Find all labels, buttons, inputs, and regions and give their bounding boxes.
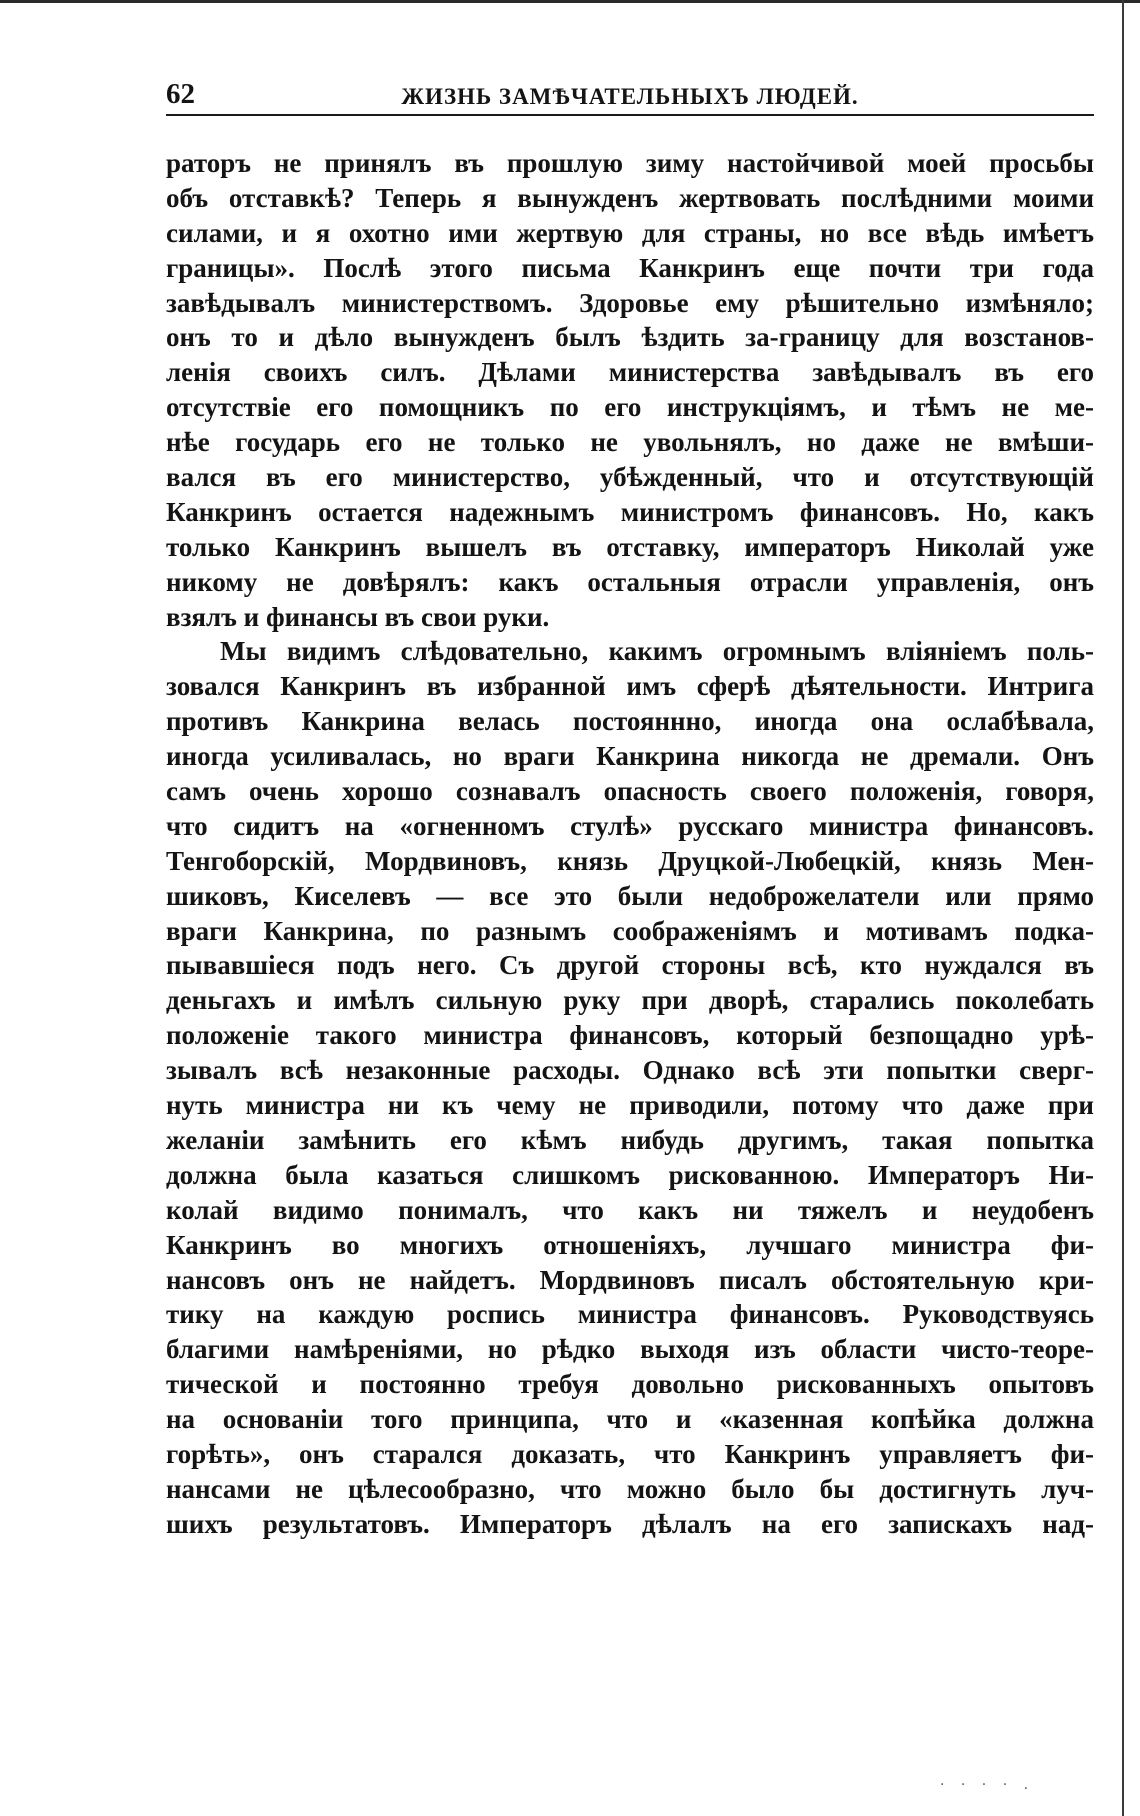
text-line: границы». Послѣ этого письма Канкринъ еще почти три года: [166, 252, 1094, 283]
page-top-edge: [0, 0, 1140, 3]
text-line: завѣдывалъ министерствомъ. Здоровье ему рѣшительно измѣняло;: [166, 287, 1094, 318]
text-line: нансовъ онъ не найдетъ. Мордвиновъ писалъ обстоятельную кри-: [166, 1264, 1094, 1295]
text-line: зывалъ всѣ незаконные расходы. Однако всѣ эти попытки сверг-: [166, 1055, 1094, 1086]
page-number: 62: [166, 78, 195, 110]
text-line: нѣе государь его не только не увольнялъ, но даже не вмѣши-: [166, 427, 1094, 458]
text-line: Канкринъ остается надежнымъ министромъ финансовъ. Но, какъ: [166, 496, 1094, 527]
text-line: онъ то и дѣло вынужденъ былъ ѣздить за-границу для возстанов-: [166, 322, 1094, 353]
text-line-paragraph-start: Мы видимъ слѣдовательно, какимъ огромнымъ вліяніемъ поль-: [220, 636, 1094, 667]
text-line: нуть министра ни къ чему не приводили, потому что даже при: [166, 1090, 1094, 1121]
text-line: противъ Канкрина велась постояннно, иногда она ослабѣвала,: [166, 706, 1094, 737]
running-title: ЖИЗНЬ ЗАМѢЧАТЕЛЬНЫХЪ ЛЮДЕЙ.: [401, 84, 859, 109]
text-line: на основаніи того принципа, что и «казенная копѣйка должна: [166, 1404, 1094, 1435]
text-line: тической и постоянно требуя довольно рискованныхъ опытовъ: [166, 1369, 1094, 1400]
text-line: самъ очень хорошо сознавалъ опасность своего положенія, говоря,: [166, 776, 1094, 807]
text-line: горѣть», онъ старался доказать, что Канкринъ управляетъ фи-: [166, 1438, 1094, 1469]
text-line: только Канкринъ вышелъ въ отставку, императоръ Николай уже: [166, 531, 1094, 562]
text-line: положеніе такого министра финансовъ, который безпощадно урѣ-: [166, 1020, 1094, 1051]
page-header: [166, 78, 1094, 116]
text-line: благими намѣреніями, но рѣдко выходя изъ области чисто-теоре-: [166, 1334, 1094, 1365]
text-line: силами, и я охотно ими жертвую для страны, но все вѣдь имѣетъ: [166, 217, 1094, 248]
scan-specks: · · · · .: [940, 1777, 1035, 1793]
text-line: объ отставкѣ? Теперь я вынужденъ жертвовать послѣдними моими: [166, 182, 1094, 213]
text-line: что сидитъ на «огненномъ стулѣ» русскаго министра финансовъ.: [166, 810, 1094, 841]
body-text: [166, 146, 1094, 1542]
text-line: желаніи замѣнить его кѣмъ нибудь другимъ, такая попытка: [166, 1124, 1094, 1155]
text-line: иногда усиливалась, но враги Канкрина никогда не дремали. Онъ: [166, 741, 1094, 772]
text-line: тику на каждую роспись министра финансовъ. Руководствуясь: [166, 1299, 1094, 1330]
text-line: враги Канкрина, по разнымъ соображеніямъ и мотивамъ подка-: [166, 915, 1094, 946]
text-line: деньгахъ и имѣлъ сильную руку при дворѣ, старались поколебать: [166, 985, 1094, 1016]
page-right-edge: [1122, 0, 1124, 1816]
text-line-paragraph-end: взялъ и финансы въ свои руки.: [166, 601, 550, 632]
text-line: ленія своихъ силъ. Дѣлами министерства завѣдывалъ въ его: [166, 357, 1094, 388]
text-line: Канкринъ во многихъ отношеніяхъ, лучшаго министра фи-: [166, 1229, 1094, 1260]
text-line: шиковъ, Киселевъ — все это были недоброжелатели или прямо: [166, 880, 1094, 911]
text-line: зовался Канкринъ въ избранной имъ сферѣ дѣятельности. Интрига: [166, 671, 1094, 702]
text-line: должна была казаться слишкомъ рискованною. Императоръ Ни-: [166, 1159, 1094, 1190]
text-line: нансами не цѣлесообразно, что можно было бы достигнуть луч-: [166, 1473, 1094, 1504]
text-line: пывавшіеся подъ него. Съ другой стороны всѣ, кто нуждался въ: [166, 950, 1094, 981]
text-line: Тенгоборскій, Мордвиновъ, князь Друцкой-Любецкій, князь Мен-: [166, 845, 1094, 876]
text-line: никому не довѣрялъ: какъ остальныя отрасли управленія, онъ: [166, 566, 1094, 597]
text-line: шихъ результатовъ. Императоръ дѣлалъ на его запискахъ над-: [166, 1508, 1094, 1539]
text-line: колай видимо понималъ, что какъ ни тяжелъ и неудобенъ: [166, 1194, 1094, 1225]
text-line: отсутствіе его помощникъ по его инструкціямъ, и тѣмъ не ме-: [166, 392, 1094, 423]
text-line: раторъ не принялъ въ прошлую зиму настойчивой моей просьбы: [166, 148, 1094, 178]
text-line: вался въ его министерство, убѣжденный, что и отсутствующій: [166, 462, 1094, 493]
